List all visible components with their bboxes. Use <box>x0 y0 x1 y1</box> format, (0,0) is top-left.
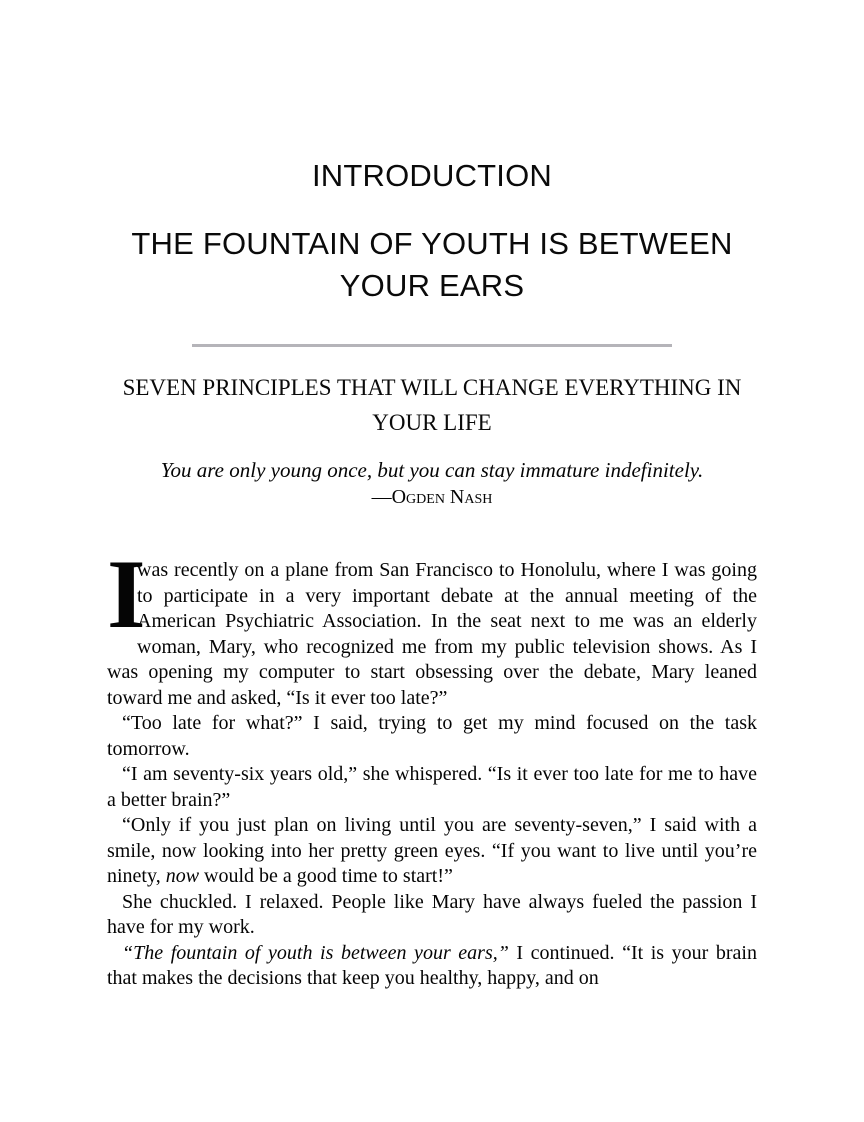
drop-cap: I <box>107 540 146 649</box>
section-subtitle <box>107 370 757 440</box>
chapter-heading: INTRODUCTION <box>311 158 553 193</box>
body-text-segment: was recently on a plane from San Francisco to Honolulu, where I was going to participate in a very important debate at the annual meeting of the American Psychiatric Association. In the seat next to me was an elderly woman, Mary, who recognized me from my public television shows. As I was opening my computer to start obsessing over the debate, Mary leaned toward me and asked, “Is it ever too late?” <box>107 559 757 709</box>
body-paragraph <box>107 762 757 813</box>
body-text-segment: would be a good time to start!” <box>199 865 453 887</box>
chapter-title-line2: YOUR EARS <box>339 268 525 303</box>
epigraph-attribution: —Ogden Nash <box>371 486 493 508</box>
epigraph-quote: You are only young once, but you can stay immature indefinitely. <box>160 458 704 482</box>
epigraph <box>107 457 757 511</box>
body-paragraph <box>107 890 757 941</box>
body-text-segment: I continued. “It is your brain that makes the decisions that keep you healthy, happy, and on <box>107 941 757 989</box>
body-text-segment: “Too late for what?” I said, trying to get my mind focused on the task tomorrow. <box>107 712 757 760</box>
body-paragraph <box>107 941 757 992</box>
body-text-segment: “Only if you just plan on living until you are seventy-seven,” I said with a smile, now looking into her pretty green eyes. “If you want to live until you’re ninety, <box>107 814 757 887</box>
body-paragraph <box>107 711 757 762</box>
body-text-segment-emphasis: “The fountain of youth is between your ears,” <box>122 941 509 964</box>
body-paragraph <box>107 813 757 890</box>
book-page <box>107 156 757 1122</box>
section-subtitle-line1: SEVEN PRINCIPLES THAT WILL CHANGE EVERYTHING IN <box>122 375 742 400</box>
body-paragraph <box>107 540 757 711</box>
body-text <box>107 540 757 992</box>
chapter-title <box>107 223 757 307</box>
section-subtitle-line2: YOUR LIFE <box>372 410 492 435</box>
chapter-title-line1: THE FOUNTAIN OF YOUTH IS BETWEEN <box>131 226 733 261</box>
body-text-segment: She chuckled. I relaxed. People like Mary have always fueled the passion I have for my work. <box>107 890 757 938</box>
section-divider <box>192 344 672 347</box>
body-text-segment: “I am seventy-six years old,” she whispered. “Is it ever too late for me to have a better brain?” <box>107 763 757 811</box>
body-text-segment-emphasis: now <box>165 865 200 887</box>
